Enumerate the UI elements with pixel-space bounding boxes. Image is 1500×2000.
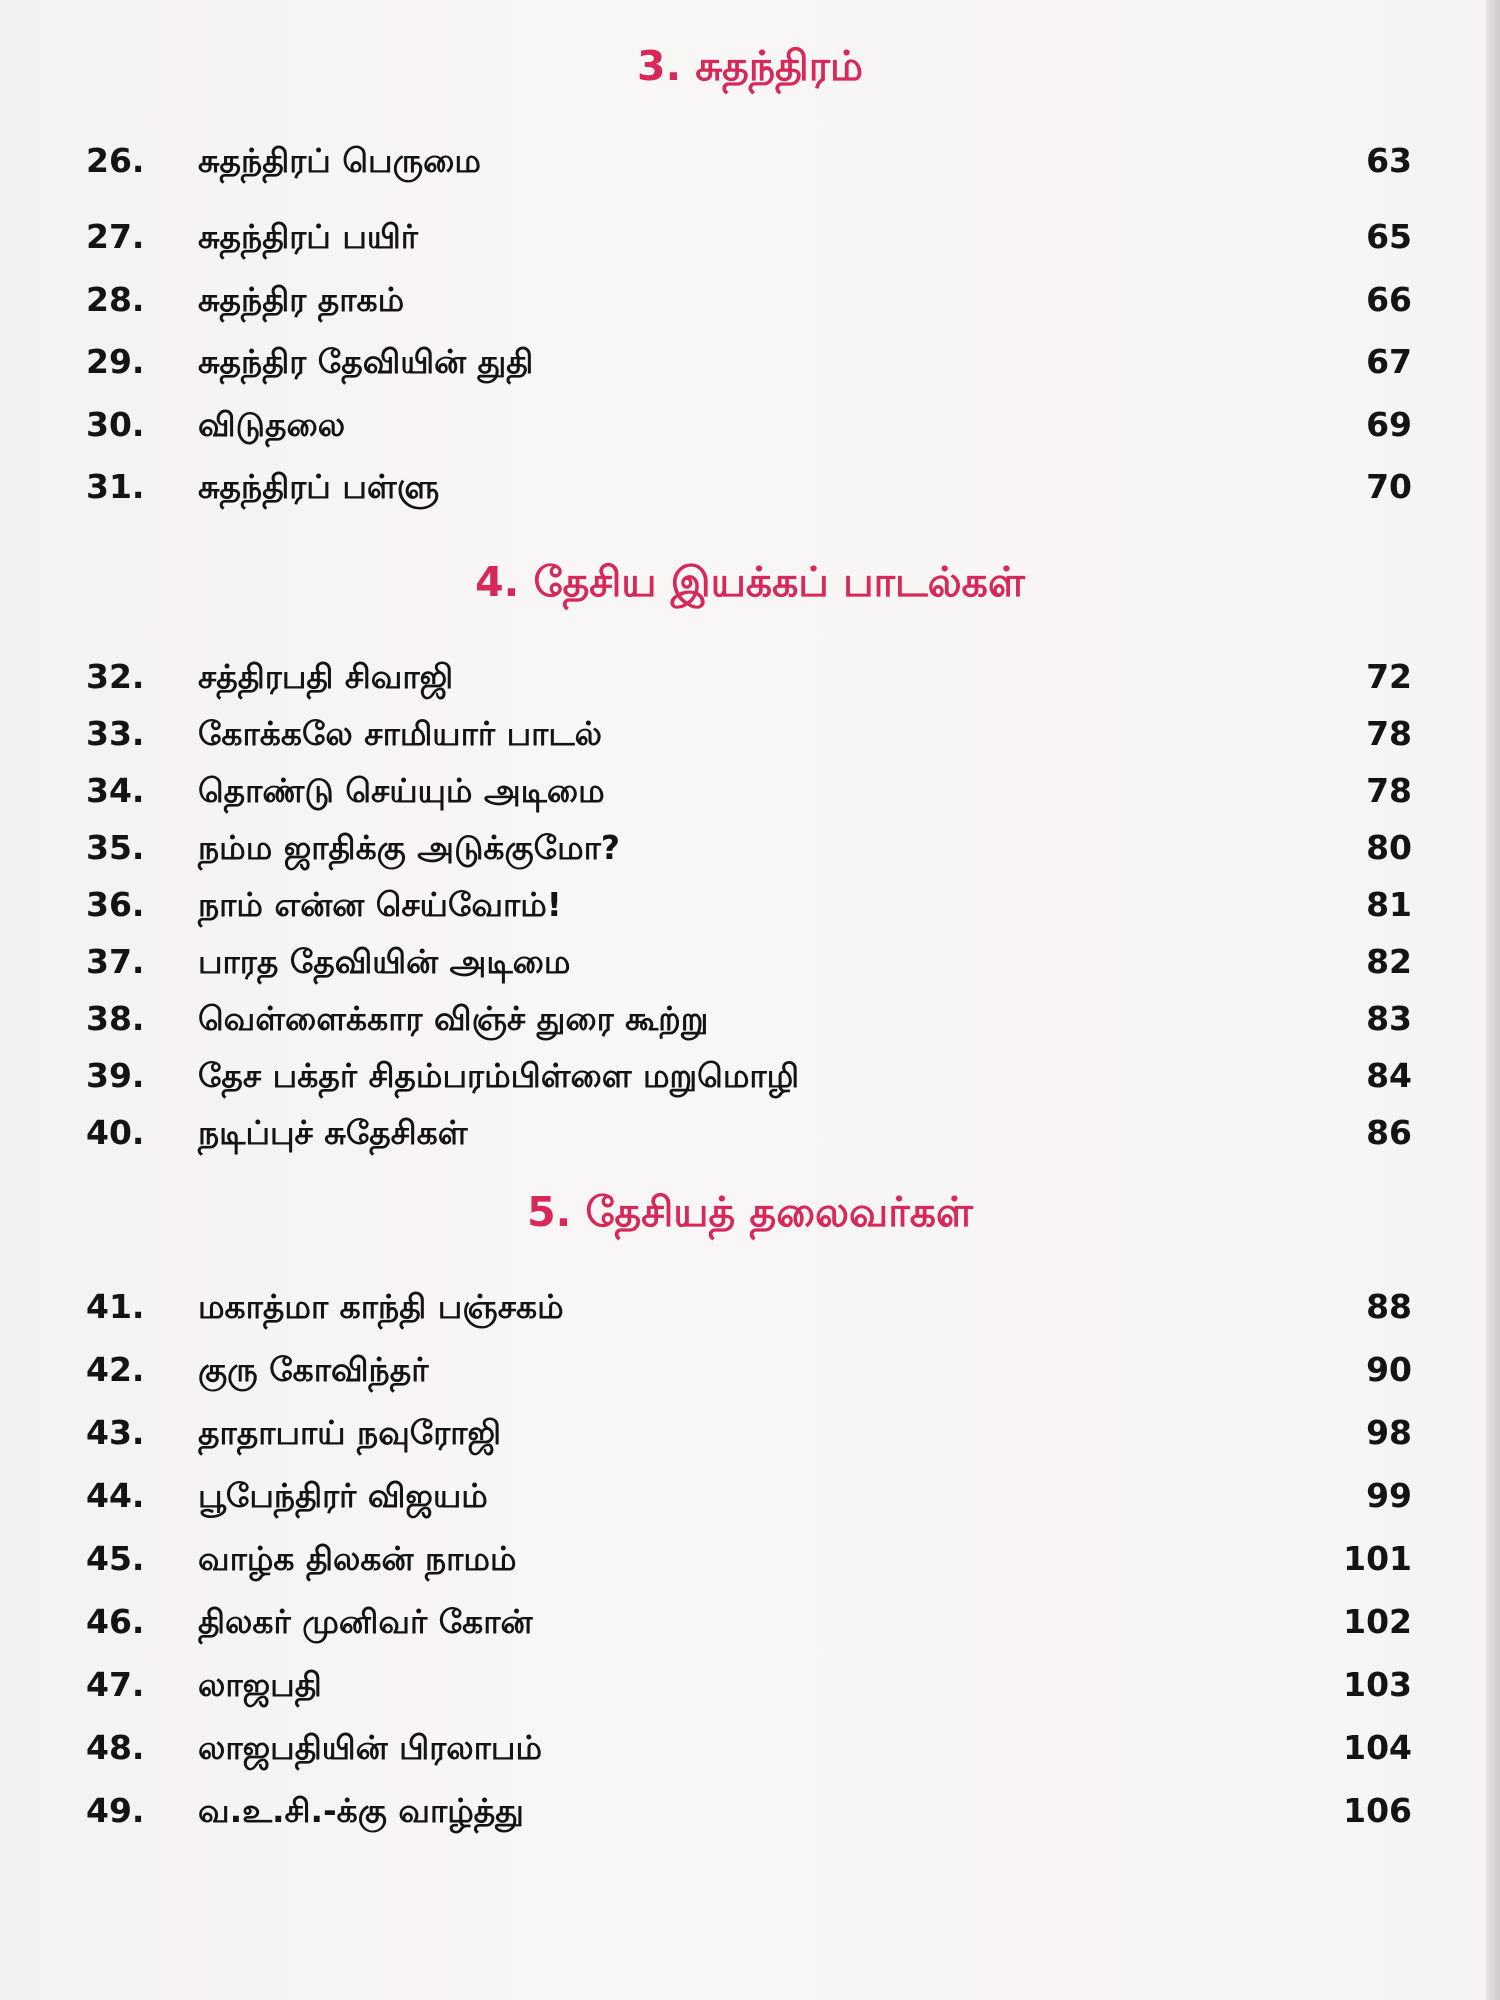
entry-number: 41.	[86, 1287, 145, 1326]
entry-title: சுதந்திரப் பள்ளு	[198, 467, 440, 506]
entry-page: 90	[1366, 1350, 1412, 1389]
toc-entry-27	[0, 208, 1500, 266]
entry-number: 47.	[86, 1665, 145, 1704]
entry-page: 63	[1366, 141, 1412, 180]
toc-entry-30	[0, 396, 1500, 454]
toc-entry-38	[0, 990, 1500, 1048]
entry-page: 104	[1343, 1728, 1412, 1767]
entry-number: 38.	[86, 999, 145, 1038]
toc-entry-41	[0, 1278, 1500, 1336]
entry-page: 84	[1366, 1056, 1412, 1095]
entry-page: 106	[1343, 1791, 1412, 1830]
entry-page: 81	[1366, 885, 1412, 924]
entry-title: திலகர் முனிவர் கோன்	[198, 1602, 533, 1641]
entry-title: குரு கோவிந்தர்	[198, 1350, 429, 1389]
entry-title: பாரத தேவியின் அடிமை	[198, 942, 571, 981]
entry-page: 78	[1366, 771, 1412, 810]
entry-page: 103	[1343, 1665, 1412, 1704]
entry-page: 69	[1366, 405, 1412, 444]
entry-title: சத்திரபதி சிவாஜி	[198, 657, 454, 696]
entry-number: 29.	[86, 342, 145, 381]
entry-page: 102	[1343, 1602, 1412, 1641]
toc-entry-49	[0, 1782, 1500, 1840]
entry-number: 37.	[86, 942, 145, 981]
entry-number: 44.	[86, 1476, 145, 1515]
entry-title: கோக்கலே சாமியார் பாடல்	[198, 714, 603, 753]
entry-title: லாஜபதி	[198, 1665, 322, 1704]
entry-number: 36.	[86, 885, 145, 924]
entry-number: 42.	[86, 1350, 145, 1389]
toc-entry-47	[0, 1656, 1500, 1714]
section-heading-4: 4. தேசிய இயக்கப் பாடல்கள்	[475, 558, 1025, 606]
toc-entry-46	[0, 1593, 1500, 1651]
entry-page: 86	[1366, 1113, 1412, 1152]
toc-entry-43	[0, 1404, 1500, 1462]
toc-entry-42	[0, 1341, 1500, 1399]
entry-title: சுதந்திரப் பயிர்	[198, 217, 418, 256]
entry-number: 46.	[86, 1602, 145, 1641]
entry-title: லாஜபதியின் பிரலாபம்	[198, 1728, 543, 1767]
entry-title: நம்ம ஜாதிக்கு அடுக்குமோ?	[198, 828, 621, 867]
entry-title: வாழ்க திலகன் நாமம்	[198, 1539, 517, 1578]
entry-title: வெள்ளைக்கார விஞ்ச் துரை கூற்று	[198, 999, 709, 1038]
entry-title: மகாத்மா காந்தி பஞ்சகம்	[198, 1287, 564, 1326]
toc-entry-40	[0, 1104, 1500, 1162]
toc-entry-28	[0, 271, 1500, 329]
toc-entry-33	[0, 705, 1500, 763]
entry-page: 98	[1366, 1413, 1412, 1452]
toc-entry-48	[0, 1719, 1500, 1777]
entry-title: நாம் என்ன செய்வோம்!	[198, 885, 562, 924]
entry-number: 34.	[86, 771, 145, 810]
entry-page: 78	[1366, 714, 1412, 753]
entry-number: 26.	[86, 141, 145, 180]
toc-entry-36	[0, 876, 1500, 934]
toc-entry-32	[0, 648, 1500, 706]
entry-number: 49.	[86, 1791, 145, 1830]
toc-entry-45	[0, 1530, 1500, 1588]
toc-entry-44	[0, 1467, 1500, 1525]
entry-page: 83	[1366, 999, 1412, 1038]
entry-page: 99	[1366, 1476, 1412, 1515]
entry-title: வ.உ.சி.-க்கு வாழ்த்து	[198, 1791, 524, 1830]
entry-number: 35.	[86, 828, 145, 867]
entry-number: 31.	[86, 467, 145, 506]
entry-page: 72	[1366, 657, 1412, 696]
entry-title: தொண்டு செய்யும் அடிமை	[198, 771, 605, 810]
section-heading-5: 5. தேசியத் தலைவர்கள்	[527, 1188, 973, 1236]
entry-page: 80	[1366, 828, 1412, 867]
toc-entry-29	[0, 333, 1500, 391]
entry-title: தாதாபாய் நவுரோஜி	[198, 1413, 502, 1452]
entry-page: 70	[1366, 467, 1412, 506]
entry-number: 48.	[86, 1728, 145, 1767]
toc-entry-35	[0, 819, 1500, 877]
entry-title: தேச பக்தர் சிதம்பரம்பிள்ளை மறுமொழி	[198, 1056, 800, 1095]
entry-page: 82	[1366, 942, 1412, 981]
entry-number: 33.	[86, 714, 145, 753]
entry-title: சுதந்திர தாகம்	[198, 280, 405, 319]
entry-number: 32.	[86, 657, 145, 696]
entry-title: சுதந்திரப் பெருமை	[198, 141, 481, 180]
entry-title: நடிப்புச் சுதேசிகள்	[198, 1113, 468, 1152]
entry-page: 67	[1366, 342, 1412, 381]
entry-number: 39.	[86, 1056, 145, 1095]
section-heading-3: 3. சுதந்திரம்	[637, 42, 863, 90]
toc-entry-26	[0, 132, 1500, 190]
entry-title: விடுதலை	[198, 405, 346, 444]
entry-title: சுதந்திர தேவியின் துதி	[198, 342, 534, 381]
toc-entry-34	[0, 762, 1500, 820]
entry-page: 101	[1343, 1539, 1412, 1578]
entry-page: 66	[1366, 280, 1412, 319]
toc-entry-39	[0, 1047, 1500, 1105]
entry-number: 40.	[86, 1113, 145, 1152]
entry-page: 88	[1366, 1287, 1412, 1326]
entry-page: 65	[1366, 217, 1412, 256]
toc-entry-31	[0, 458, 1500, 516]
entry-number: 30.	[86, 405, 145, 444]
entry-number: 43.	[86, 1413, 145, 1452]
entry-title: பூபேந்திரர் விஜயம்	[198, 1476, 488, 1515]
entry-number: 45.	[86, 1539, 145, 1578]
entry-number: 27.	[86, 217, 145, 256]
entry-number: 28.	[86, 280, 145, 319]
toc-entry-37	[0, 933, 1500, 991]
